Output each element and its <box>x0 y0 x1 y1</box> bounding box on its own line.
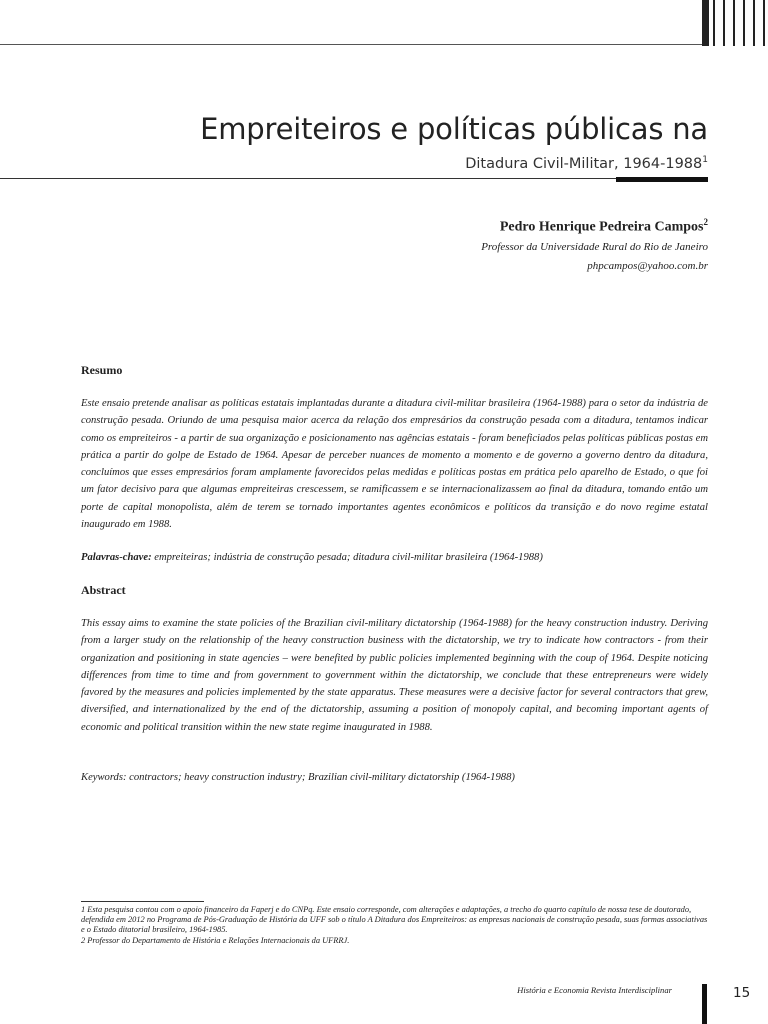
author-name <box>500 217 708 236</box>
palavras-chave <box>81 549 708 566</box>
author-email: phpcampos@yahoo.com.br <box>587 260 708 272</box>
subtitle-footnote-mark: 1 <box>702 155 708 165</box>
top-rule <box>0 44 702 45</box>
resumo-heading: Resumo <box>81 363 123 377</box>
header-decorative-bars <box>700 0 768 46</box>
article-title: Empreiteiros e políticas públicas na <box>200 112 708 146</box>
resumo-text: Este ensaio pretende analisar as políticas estatais implantadas durante a ditadura civil-militar brasileira (1964-1988) para o setor da indústria de construção pesada. Oriundo de uma pesquisa maior acerca da relação dos empresários da construção pesada com a ditadura, tentamos indicar como os empreiteiros - a partir de sua organização e posicionamento nas agências estatais - foram beneficiados pelas políticas públicas postas em prática a partir do golpe de Estado de 1964. Apesar de perceber nuances de momento a momento e de governo a governo dentro da ditadura, concluímos que esses empresários foram amplamente favorecidos pelas medidas e políticas postas em prática pelo aparelho de Estado, o que foi um fator decisivo para que algumas empreiteiras crescessem, se ramificassem e se internacionalizassem ao final da ditadura, tomando então um porte de capital monopolista, além de terem se tornado importantes agentes econômicos e políticos da transição e do novo regime estatal inaugurado em 1988. <box>81 398 708 531</box>
footnote-rule <box>81 901 204 902</box>
palavras-chave-text: empreiteiras; indústria de construção pesada; ditadura civil-militar brasileira (1964-1988) <box>154 552 543 563</box>
footnote-2: 2 Professor do Departamento de História e Relações Internacionais da UFRRJ. <box>81 935 350 945</box>
abstract-heading: Abstract <box>81 583 126 597</box>
article-subtitle <box>465 155 708 172</box>
abstract-text: This essay aims to examine the state policies of the Brazilian civil-military dictatorship (1964-1988) for the heavy construction industry. Deriving from a larger study on the relationship of the heavy construction business with the dictatorship, we try to indicate how contractors - from their organization and positioning in state agencies – were benefited by public policies implemented beginning with the coup of 1964. Despite noticing differences from time to time and from government to government within the dictatorship, we conclude that these entrepreneurs were widely favored by the measures and policies implemented by the state apparatus. These measures were a decisive factor for several contractors that grew, diversified, and internationalized by the end of the dictatorship, assuming a position of monopoly capital, and becoming important agents of economic and political transition within the new state regime inaugurated in 1988. <box>81 618 708 733</box>
footer-bar <box>702 984 707 1024</box>
title-rule <box>0 178 616 179</box>
journal-name: História e Economia Revista Interdisciplinar <box>517 985 672 995</box>
subtitle-text: Ditadura Civil-Militar, 1964-1988 <box>465 155 703 172</box>
abstract-keywords: Keywords: contractors; heavy construction industry; Brazilian civil-military dictatorship (1964-1988) <box>81 772 515 783</box>
author-name-text: Pedro Henrique Pedreira Campos <box>499 219 704 235</box>
author-footnote-mark: 2 <box>703 217 708 227</box>
palavras-chave-label: Palavras-chave: <box>81 552 152 563</box>
page-number: 15 <box>733 985 751 1001</box>
footnote-1: 1 Esta pesquisa contou com o apoio financeiro da Faperj e do CNPq. Este ensaio corresponde, com alterações e adaptações, a trecho do quarto capítulo de nossa tese de doutorado, defendida em 2012 no Programa de Pós-Graduação de História da UFF sob o título A Ditadura dos Empreiteiros: as empresas nacionais de construção pesada, suas formas associativas e o Estado ditatorial brasileiro, 1964-1985. <box>81 905 708 935</box>
title-rule-accent <box>616 177 708 182</box>
author-affiliation: Professor da Universidade Rural do Rio de Janeiro <box>481 241 708 253</box>
footnotes <box>81 905 708 946</box>
